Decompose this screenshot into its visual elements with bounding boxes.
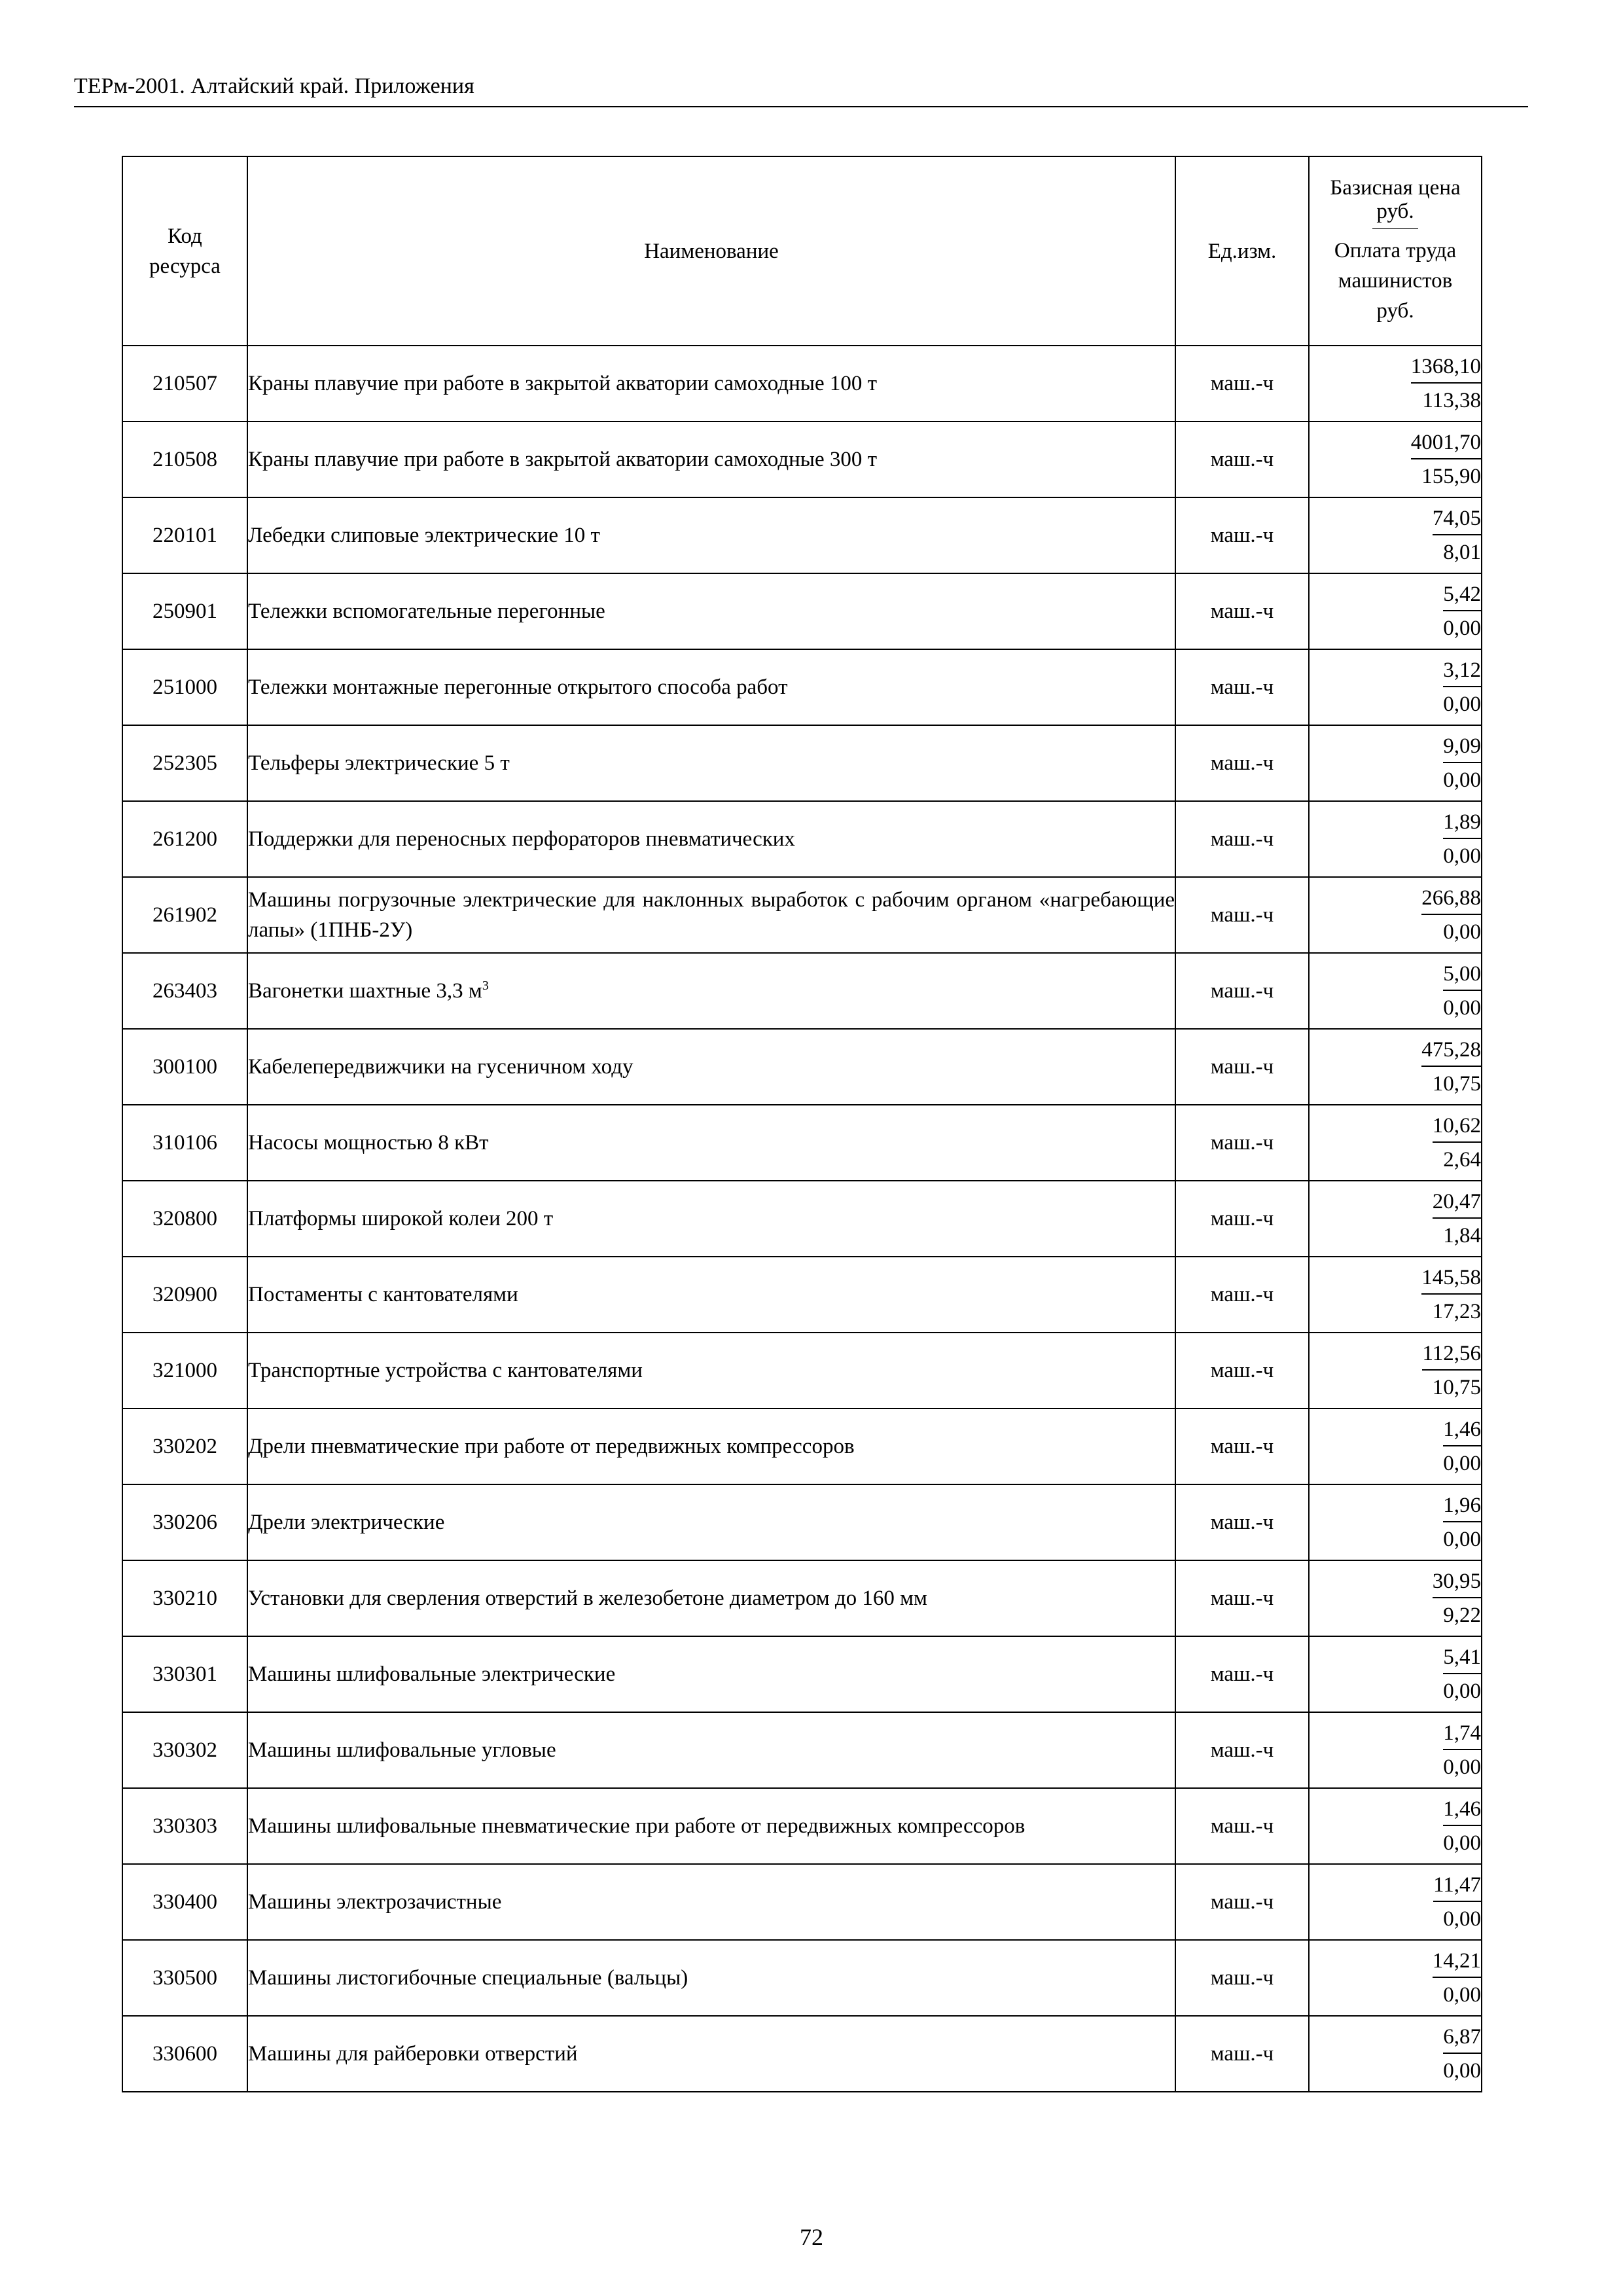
resource-price: [1309, 725, 1482, 801]
resource-name: [247, 725, 1175, 801]
base-price: 475,28: [1421, 1035, 1481, 1067]
table-row: [122, 1712, 1482, 1788]
table-row: [122, 1181, 1482, 1257]
resource-price: [1309, 1940, 1482, 2016]
resource-price: [1309, 1864, 1482, 1940]
resource-unit: маш.-ч: [1175, 2016, 1309, 2092]
resource-name-text: Насосы мощностью 8 кВт: [248, 1131, 489, 1155]
resource-name: [247, 1712, 1175, 1788]
table-row: [122, 497, 1482, 573]
resource-code: 330210: [122, 1560, 247, 1636]
unit-superscript: 3: [482, 978, 489, 993]
base-price: 5,00: [1443, 960, 1481, 991]
table-row: [122, 649, 1482, 725]
column-header-price-bottom: Оплата труда машинистов руб.: [1334, 239, 1457, 323]
price-fraction: [1433, 1567, 1481, 1630]
operator-wage: 10,75: [1432, 1376, 1481, 1399]
resource-name-text: Тельферы электрические 5 т: [248, 751, 510, 775]
operator-wage: 155,90: [1421, 465, 1481, 488]
price-fraction: [1411, 352, 1481, 415]
resource-unit: маш.-ч: [1175, 649, 1309, 725]
resource-name: [247, 1560, 1175, 1636]
resource-price: [1309, 422, 1482, 497]
operator-wage: 0,00: [1443, 692, 1481, 716]
price-fraction: [1443, 1795, 1481, 1857]
resource-name: [247, 877, 1175, 953]
resource-unit: маш.-ч: [1175, 1105, 1309, 1181]
price-fraction: [1443, 656, 1481, 719]
resource-price: [1309, 801, 1482, 877]
price-fraction: [1443, 808, 1481, 870]
resource-code: 261902: [122, 877, 247, 953]
resource-unit: маш.-ч: [1175, 1712, 1309, 1788]
resource-name-text: Тележки монтажные перегонные открытого способа работ: [248, 675, 788, 699]
resource-price: [1309, 1484, 1482, 1560]
resource-code: 330500: [122, 1940, 247, 2016]
resource-code: 320900: [122, 1257, 247, 1333]
resource-unit: маш.-ч: [1175, 1257, 1309, 1333]
resource-unit: маш.-ч: [1175, 422, 1309, 497]
table-row: [122, 1788, 1482, 1864]
resource-name: [247, 1105, 1175, 1181]
operator-wage: 0,00: [1443, 1452, 1481, 1475]
base-price: 1368,10: [1411, 352, 1481, 384]
resource-name: [247, 1181, 1175, 1257]
resource-price: [1309, 497, 1482, 573]
resource-price: [1309, 877, 1482, 953]
price-fraction: [1433, 1111, 1481, 1174]
base-price: 1,74: [1443, 1719, 1481, 1750]
base-price: 4001,70: [1411, 428, 1481, 459]
resource-code: 210508: [122, 422, 247, 497]
resource-price: [1309, 1333, 1482, 1408]
price-fraction: [1443, 2022, 1481, 2085]
price-fraction: [1443, 1491, 1481, 1554]
price-fraction: [1443, 1415, 1481, 1478]
operator-wage: 0,00: [1443, 2059, 1481, 2083]
resource-unit: маш.-ч: [1175, 725, 1309, 801]
table-row: [122, 1484, 1482, 1560]
resource-price: [1309, 649, 1482, 725]
operator-wage: 0,00: [1443, 1755, 1481, 1779]
price-fraction: [1433, 1871, 1481, 1933]
base-price: 74,05: [1433, 504, 1481, 535]
resource-name: [247, 1788, 1175, 1864]
resource-price: [1309, 2016, 1482, 2092]
resource-name: [247, 346, 1175, 422]
base-price: 112,56: [1422, 1339, 1481, 1371]
table-row: [122, 422, 1482, 497]
operator-wage: 0,00: [1443, 996, 1481, 1020]
base-price: 14,21: [1433, 1946, 1481, 1978]
table-row: [122, 877, 1482, 953]
column-header-code-label: Код ресурса: [149, 224, 221, 278]
table-row: [122, 1864, 1482, 1940]
table-row: [122, 346, 1482, 422]
resource-name-text: Машины погрузочные электрические для наклонных выработок с рабочим органом «нагребающие лапы» (1ПНБ-2У): [248, 888, 1175, 942]
operator-wage: 8,01: [1443, 541, 1481, 564]
resource-code: 330303: [122, 1788, 247, 1864]
price-fraction: [1433, 504, 1481, 567]
price-fraction: [1443, 580, 1481, 643]
resource-code: 330302: [122, 1712, 247, 1788]
resource-name: [247, 1408, 1175, 1484]
price-fraction: [1443, 1719, 1481, 1782]
base-price: 9,09: [1443, 732, 1481, 763]
price-fraction: [1411, 428, 1481, 491]
resource-name-text: Краны плавучие при работе в закрытой акватории самоходные 300 т: [248, 448, 878, 471]
operator-wage: 0,00: [1443, 617, 1481, 640]
resource-code: 330206: [122, 1484, 247, 1560]
resource-name: [247, 801, 1175, 877]
resource-name-text: Машины шлифовальные пневматические при работе от передвижных компрессоров: [248, 1814, 1026, 1838]
resource-name-text: Машины электрозачистные: [248, 1890, 502, 1914]
resource-price: [1309, 1788, 1482, 1864]
price-fraction: [1433, 1946, 1481, 2009]
resource-name: [247, 1864, 1175, 1940]
resource-name: [247, 2016, 1175, 2092]
price-fraction: [1422, 1339, 1481, 1402]
price-fraction: [1421, 1263, 1481, 1326]
page-header-title: ТЕРм-2001. Алтайский край. Приложения: [74, 74, 474, 98]
resource-name-text: Постаменты с кантователями: [248, 1283, 518, 1306]
base-price: 11,47: [1433, 1871, 1481, 1902]
operator-wage: 0,00: [1443, 1907, 1481, 1931]
base-price: 1,46: [1443, 1795, 1481, 1826]
resource-code: 330202: [122, 1408, 247, 1484]
resource-unit: маш.-ч: [1175, 573, 1309, 649]
table-row: [122, 1408, 1482, 1484]
resource-name-text: Тележки вспомогательные перегонные: [248, 600, 605, 623]
resource-price: [1309, 1636, 1482, 1712]
column-header-code: [122, 156, 247, 346]
operator-wage: 17,23: [1432, 1300, 1481, 1323]
table-row: [122, 1105, 1482, 1181]
column-header-name: Наименование: [247, 156, 1175, 346]
operator-wage: 0,00: [1443, 920, 1481, 944]
resource-code: 251000: [122, 649, 247, 725]
resource-name: [247, 573, 1175, 649]
operator-wage: 1,84: [1443, 1224, 1481, 1247]
table-row: [122, 573, 1482, 649]
resource-name: [247, 953, 1175, 1029]
operator-wage: 9,22: [1443, 1604, 1481, 1627]
operator-wage: 0,00: [1443, 768, 1481, 792]
resource-code: 261200: [122, 801, 247, 877]
resource-name-text: Краны плавучие при работе в закрытой акватории самоходные 100 т: [248, 372, 878, 395]
resource-name: [247, 1636, 1175, 1712]
resource-name-text: Поддержки для переносных перфораторов пневматических: [248, 827, 795, 851]
resource-unit: маш.-ч: [1175, 953, 1309, 1029]
resource-price: [1309, 953, 1482, 1029]
operator-wage: 113,38: [1422, 389, 1481, 412]
resource-unit: маш.-ч: [1175, 877, 1309, 953]
operator-wage: 0,00: [1443, 844, 1481, 868]
operator-wage: 0,00: [1443, 1831, 1481, 1855]
resource-code: 330301: [122, 1636, 247, 1712]
resource-name: [247, 1940, 1175, 2016]
resource-price: [1309, 1029, 1482, 1105]
base-price: 10,62: [1433, 1111, 1481, 1143]
resource-unit: маш.-ч: [1175, 1181, 1309, 1257]
price-fraction: [1443, 960, 1481, 1022]
resource-name: [247, 1029, 1175, 1105]
resource-name: [247, 1333, 1175, 1408]
base-price: 1,46: [1443, 1415, 1481, 1446]
base-price: 3,12: [1443, 656, 1481, 687]
resource-code: 330400: [122, 1864, 247, 1940]
resource-name-text: Вагонетки шахтные 3,3 м: [248, 979, 482, 1003]
resource-price: [1309, 1560, 1482, 1636]
base-price: 5,41: [1443, 1643, 1481, 1674]
operator-wage: 2,64: [1443, 1148, 1481, 1172]
resource-code: 321000: [122, 1333, 247, 1408]
resource-name: [247, 422, 1175, 497]
resource-name-text: Установки для сверления отверстий в железобетоне диаметром до 160 мм: [248, 1587, 927, 1610]
table-row: [122, 725, 1482, 801]
table-row: [122, 1333, 1482, 1408]
resource-unit: маш.-ч: [1175, 1636, 1309, 1712]
base-price: 145,58: [1421, 1263, 1481, 1295]
resource-code: 252305: [122, 725, 247, 801]
resource-name-text: Кабелепередвижчики на гусеничном ходу: [248, 1055, 633, 1079]
resource-name-text: Платформы широкой колеи 200 т: [248, 1207, 554, 1230]
resource-price: [1309, 1181, 1482, 1257]
base-price: 6,87: [1443, 2022, 1481, 2054]
resource-unit: маш.-ч: [1175, 801, 1309, 877]
price-fraction: [1421, 884, 1481, 946]
resource-name-text: Машины шлифовальные электрические: [248, 1662, 616, 1686]
table-row: [122, 953, 1482, 1029]
resource-unit: маш.-ч: [1175, 497, 1309, 573]
resource-price: [1309, 573, 1482, 649]
price-fraction: [1421, 1035, 1481, 1098]
table-row: [122, 801, 1482, 877]
header-rule: [74, 106, 1528, 107]
resource-unit: маш.-ч: [1175, 1940, 1309, 2016]
resource-code: 250901: [122, 573, 247, 649]
resource-name: [247, 1484, 1175, 1560]
table-row: [122, 1257, 1482, 1333]
resource-unit: маш.-ч: [1175, 1333, 1309, 1408]
table-row: [122, 1029, 1482, 1105]
resource-unit: маш.-ч: [1175, 1408, 1309, 1484]
base-price: 1,89: [1443, 808, 1481, 839]
base-price: 1,96: [1443, 1491, 1481, 1522]
resource-code: 300100: [122, 1029, 247, 1105]
table-row: [122, 1636, 1482, 1712]
resource-code: 330600: [122, 2016, 247, 2092]
column-header-unit: Ед.изм.: [1175, 156, 1309, 346]
resource-name-text: Машины шлифовальные угловые: [248, 1738, 556, 1762]
resource-code: 220101: [122, 497, 247, 573]
operator-wage: 0,00: [1443, 1983, 1481, 2007]
resource-name-text: Транспортные устройства с кантователями: [248, 1359, 643, 1382]
page-number: 72: [800, 2224, 823, 2250]
resource-unit: маш.-ч: [1175, 1560, 1309, 1636]
resource-name-text: Машины листогибочные специальные (вальцы): [248, 1966, 688, 1990]
table-row: [122, 1940, 1482, 2016]
price-fraction: [1443, 732, 1481, 795]
price-fraction: [1443, 1643, 1481, 1706]
column-header-price-divider: [1372, 228, 1418, 229]
resource-name: [247, 1257, 1175, 1333]
base-price: 30,95: [1433, 1567, 1481, 1598]
resource-code: 263403: [122, 953, 247, 1029]
resource-code: 210507: [122, 346, 247, 422]
resource-unit: маш.-ч: [1175, 1864, 1309, 1940]
resource-name-text: Дрели электрические: [248, 1511, 445, 1534]
resource-unit: маш.-ч: [1175, 1484, 1309, 1560]
resource-unit: маш.-ч: [1175, 1029, 1309, 1105]
resource-price: [1309, 1257, 1482, 1333]
resource-table: [122, 156, 1482, 2092]
resource-name-text: Лебедки слиповые электрические 10 т: [248, 524, 600, 547]
table-row: [122, 2016, 1482, 2092]
resource-name: [247, 497, 1175, 573]
resource-unit: маш.-ч: [1175, 346, 1309, 422]
price-fraction: [1433, 1187, 1481, 1250]
resource-price: [1309, 1408, 1482, 1484]
resource-unit: маш.-ч: [1175, 1788, 1309, 1864]
resource-code: 310106: [122, 1105, 247, 1181]
column-header-price: [1309, 156, 1482, 346]
base-price: 20,47: [1433, 1187, 1481, 1219]
operator-wage: 10,75: [1432, 1072, 1481, 1096]
resource-name-text: Дрели пневматические при работе от передвижных компрессоров: [248, 1435, 855, 1458]
resource-price: [1309, 1712, 1482, 1788]
resource-name: [247, 649, 1175, 725]
resource-price: [1309, 1105, 1482, 1181]
operator-wage: 0,00: [1443, 1528, 1481, 1551]
resource-price: [1309, 346, 1482, 422]
operator-wage: 0,00: [1443, 1679, 1481, 1703]
table-header-row: [122, 156, 1482, 346]
table-row: [122, 1560, 1482, 1636]
resource-name-text: Машины для райберовки отверстий: [248, 2042, 578, 2066]
base-price: 266,88: [1421, 884, 1481, 915]
base-price: 5,42: [1443, 580, 1481, 611]
resource-code: 320800: [122, 1181, 247, 1257]
column-header-price-top: Базисная цена руб.: [1330, 176, 1461, 223]
